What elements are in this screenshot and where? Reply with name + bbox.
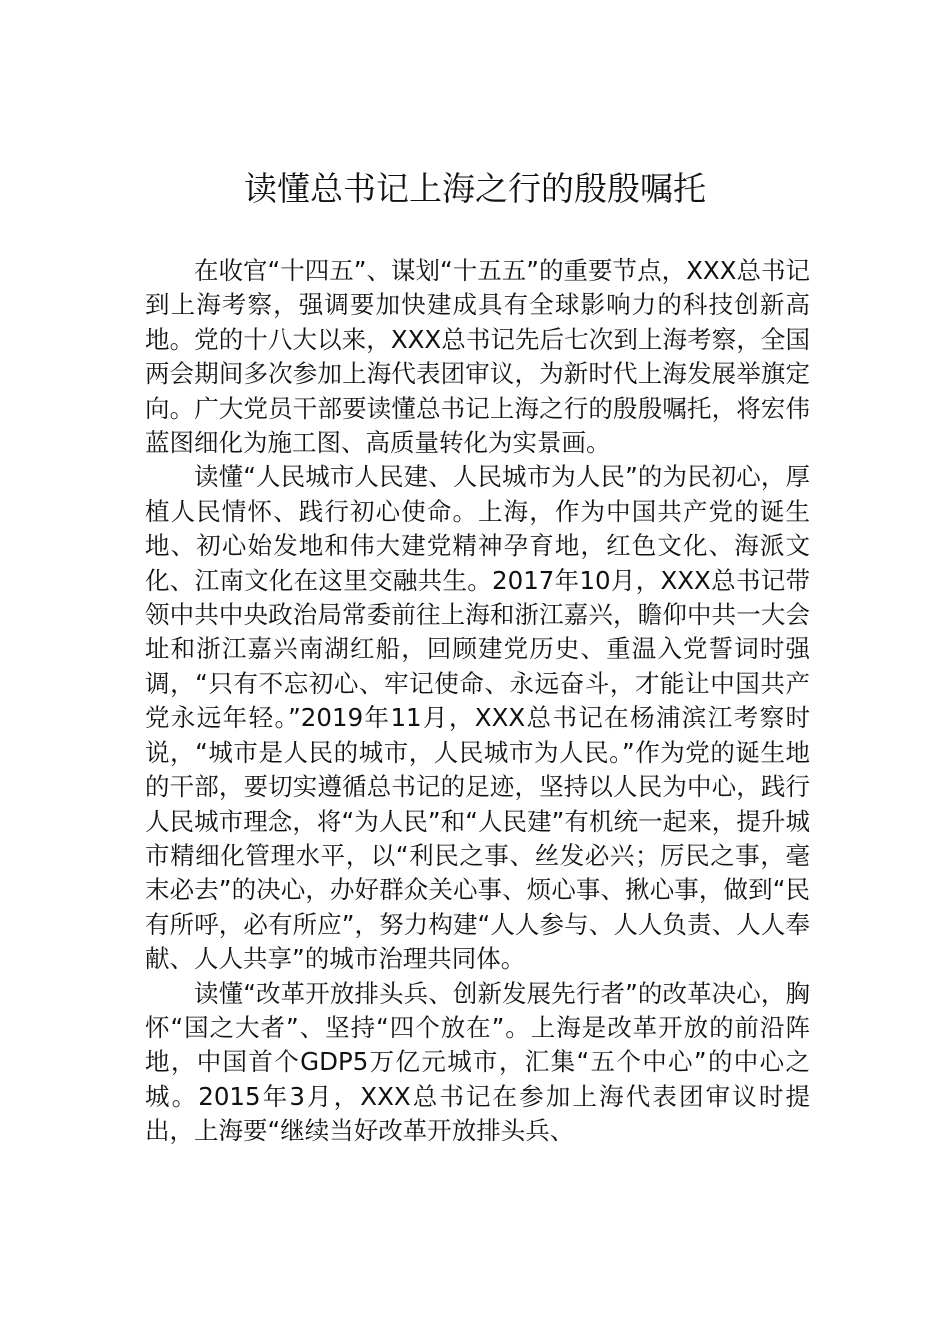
document-body bbox=[145, 254, 810, 1149]
document-title: 读懂总书记上海之行的殷殷嘱托 bbox=[244, 169, 706, 208]
paragraph: 读懂“改革开放排头兵、创新发展先行者”的改革决心，胸怀“国之大者”、坚持“四个放在”。上海是改革开放的前沿阵地，中国首个GDP5万亿元城市，汇集“五个中心”的中心之城。2015年3月，XXX总书记在参加上海代表团审议时提出，上海要“继续当好改革开放排头兵、 bbox=[145, 978, 810, 1146]
paragraph: 读懂“人民城市人民建、人民城市为人民”的为民初心，厚植人民情怀、践行初心使命。上海，作为中国共产党的诞生地、初心始发地和伟大建党精神孕育地，红色文化、海派文化、江南文化在这里交融共生。2017年10月，XXX总书记带领中共中央政治局常委前往上海和浙江嘉兴，瞻仰中共一大会址和浙江嘉兴南湖红船，回顾建党历史、重温入党誓词时强调，“只有不忘初心、牢记使命、永远奋斗，才能让中国共产党永远年轻。”2019年11月，XXX总书记在杨浦滨江考察时说，“城市是人民的城市，人民城市为人民。”作为党的诞生地的干部，要切实遵循总书记的足迹，坚持以人民为中心，践行人民城市理念，将“为人民”和“人民建”有机统一起来，提升城市精细化管理水平，以“利民之事、丝发必兴；厉民之事，毫末必去”的决心，办好群众关心事、烦心事、揪心事，做到“民有所呼，必有所应”，努力构建“人人参与、人人负责、人人奉献、人人共享”的城市治理共同体。 bbox=[145, 462, 810, 974]
paragraph: 在收官“十四五”、谋划“十五五”的重要节点，XXX总书记到上海考察，强调要加快建成具有全球影响力的科技创新高地。党的十八大以来，XXX总书记先后七次到上海考察，全国两会期间多次参加上海代表团审议，为新时代上海发展举旗定向。广大党员干部要读懂总书记上海之行的殷殷嘱托，将宏伟蓝图细化为施工图、高质量转化为实景画。 bbox=[145, 256, 810, 458]
